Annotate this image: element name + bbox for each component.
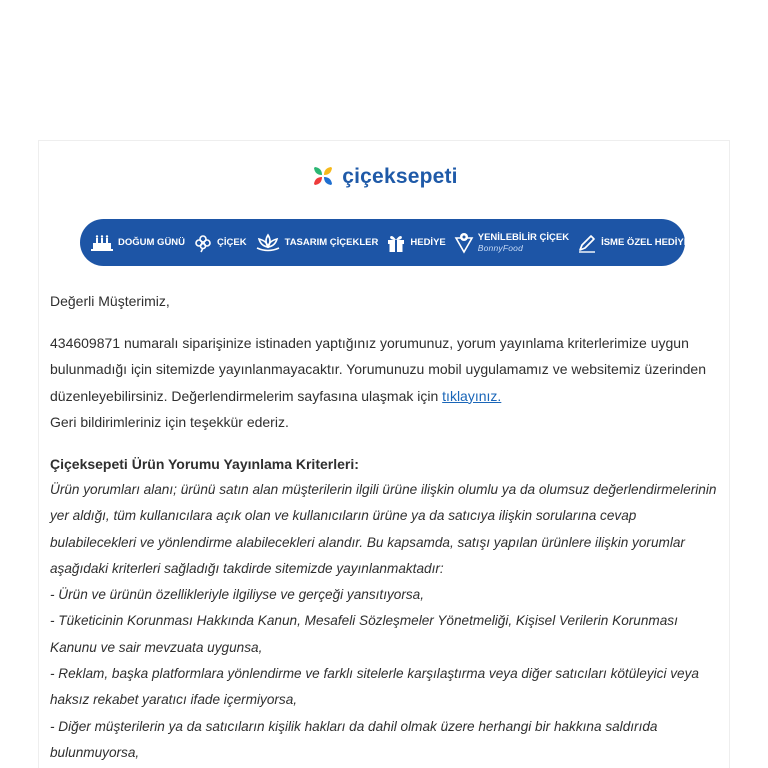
birthday-cake-icon <box>90 234 114 252</box>
nav-item-birthday[interactable] <box>90 227 189 259</box>
reviews-link[interactable]: tıklayınız. <box>442 387 502 404</box>
pen-icon <box>577 233 597 253</box>
nav-item-flower[interactable] <box>193 227 251 259</box>
brand-logo[interactable] <box>0 160 768 192</box>
criteria-list <box>50 477 720 766</box>
criteria-item: - Reklam, başka platformlara yönlendirme ve farklı sitelerle karşılaştırma veya diğer satıcıları kötüleyici veya haksız rekabet yaratıcı ifade içermiyorsa, <box>50 666 699 708</box>
nav-item-gift[interactable] <box>386 227 449 259</box>
nav-label-flower: ÇİÇEK <box>217 237 247 248</box>
thanks-text: Geri bildirimleriniz için teşekkür ederiz. <box>50 414 289 430</box>
criteria-item: - Ürün ve ürünün özellikleriyle ilgiliyse ve gerçeği yansıtıyorsa, <box>50 587 424 603</box>
gift-icon <box>386 233 406 253</box>
nav-item-personalized-gift[interactable] <box>577 227 694 259</box>
nav-label-edible-flower: YENİLEBİLİR ÇİÇEK <box>477 231 570 243</box>
nav-label-birthday: DOĞUM GÜNÜ <box>118 237 186 248</box>
greeting: Değerli Müşterimiz, <box>50 293 170 309</box>
edible-flower-icon <box>454 232 474 254</box>
criteria-item: - Diğer müşterilerin ya da satıcıların kişilik hakları da dahil olmak üzere herhangi bir hakkına saldırıda bulunmuyorsa, <box>50 718 658 760</box>
email-body <box>50 288 720 766</box>
nav-sub-bonnyfood: BonnyFood <box>477 242 524 253</box>
brand-name: çiçeksepeti <box>342 165 458 188</box>
logo-mark-icon <box>310 163 336 189</box>
nav-item-design-flowers[interactable] <box>255 227 383 259</box>
category-nav <box>80 219 691 266</box>
message-paragraph <box>50 330 720 436</box>
criteria-intro: Ürün yorumları alanı; ürünü satın alan müşterilerin ilgili ürüne ilişkin olumlu ya da olumsuz değerlendirmelerinin yer aldığı, tüm kullanıcılara açık olan ve kullanıcıların ürüne ya da satıcıya ilişkin sorularına cevap bulabilecekleri ve yönlendirme alabilecekleri alandır. Bu kapsamda, satışı yapılan ürünlere ilişkin yorumlar aşağıdaki kriterleri sağladığı takdirde sitemizde yayınlanmaktadır: <box>50 482 717 576</box>
lotus-icon <box>255 233 281 253</box>
message-text: 434609871 numaralı siparişinize istinaden yaptığınız yorumunuz, yorum yayınlama kriterlerimize uygun bulunmadığı için sitemizde yayınlanmayacaktır. Yorumunuzu mobil uygulamamız ve websitemiz üzerinden düzenleyebilirsiniz. Değerlendirmelerim sayfasına ulaşmak için <box>50 334 706 404</box>
nav-item-edible-flower[interactable] <box>454 227 573 259</box>
nav-label-gift: HEDİYE <box>410 237 446 248</box>
nav-label-design-flowers: TASARIM ÇİÇEKLER <box>284 237 379 248</box>
criteria-item: - Tüketicinin Korunması Hakkında Kanun, Mesafeli Sözleşmeler Yönetmeliği, Kişisel Verilerin Korunması Kanunu ve sair mevzuata uygunsa, <box>50 613 678 655</box>
flower-icon <box>193 233 213 253</box>
criteria-title: Çiçeksepeti Ürün Yorumu Yayınlama Kriterleri: <box>50 455 359 472</box>
nav-label-personalized-gift: İSME ÖZEL HEDİYE <box>601 237 691 248</box>
